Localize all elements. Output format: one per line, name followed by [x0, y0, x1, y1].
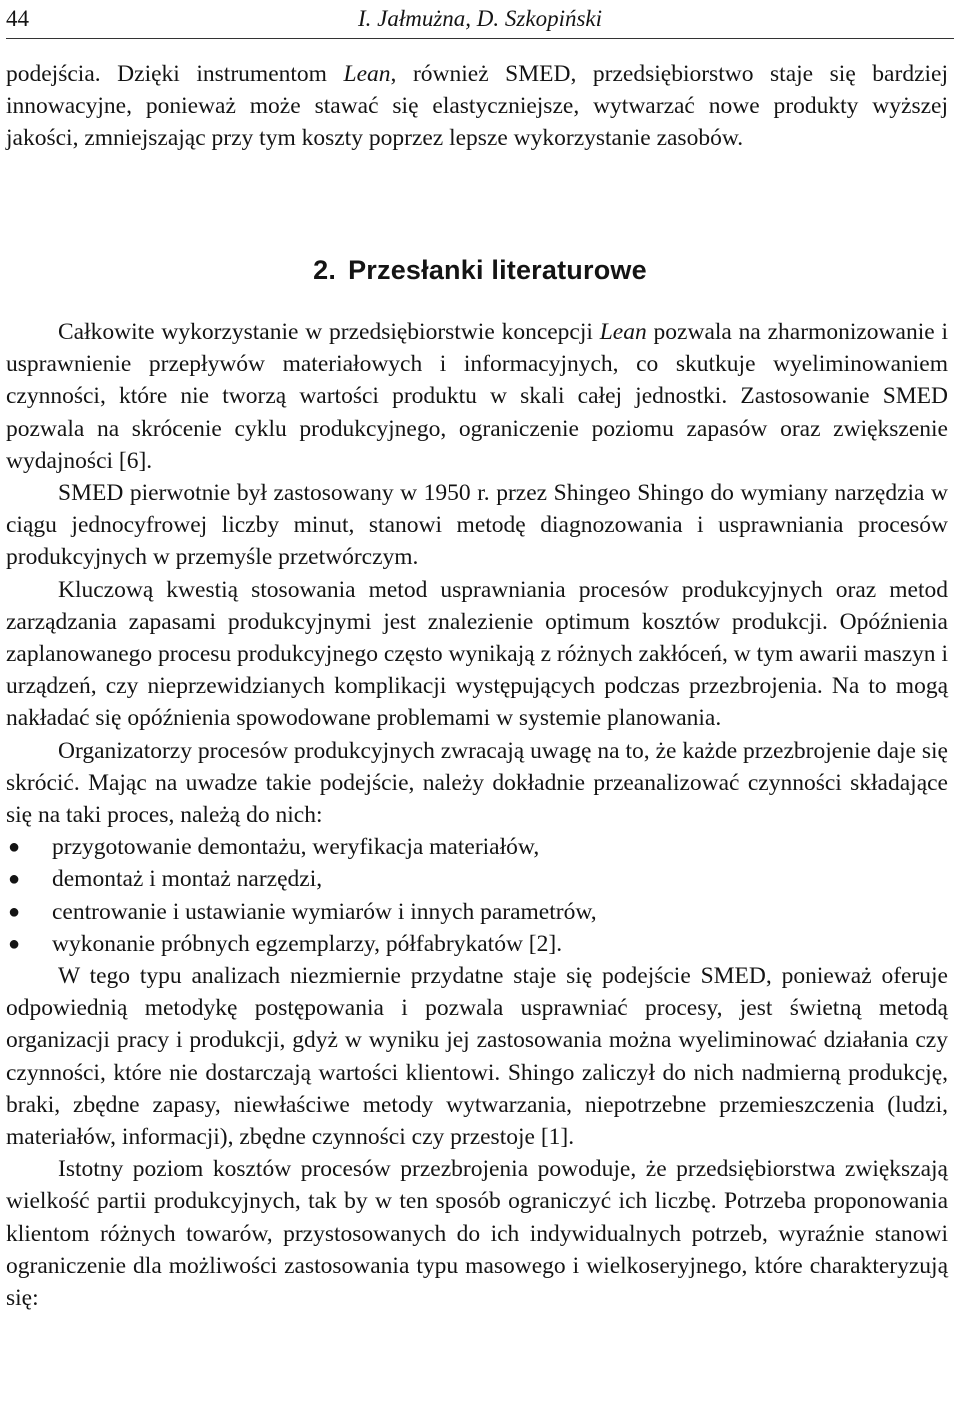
- paragraph-3: Kluczową kwestią stosowania metod usprawniania procesów produkcyjnych oraz metod zarządzania zapasami produkcyjnymi jest znalezienie optimum kosztów produkcji. Opóźnienia zaplanowanego procesu produkcyjnego często wynikają z różnych zakłóceń, w tym awarii maszyn i urządzeń, czy nieprzewidzianych komplikacji występujących podczas przezbrojenia. Na to mogą nakładać się opóźnienia spowodowane problemami w systemie planowania.: [6, 576, 948, 732]
- section-title: Przesłanki literaturowe: [348, 255, 647, 285]
- paragraph-4: Organizatorzy procesów produkcyjnych zwracają uwagę na to, że każde przezbrojenie daje się skrócić. Mając na uwadze takie podejście, należy dokładnie przeanalizować czynności składające się na taki proces, należą do nich:: [6, 737, 948, 829]
- list-item-text: demontaż i montaż narzędzi,: [52, 866, 323, 893]
- page-number: 44: [6, 6, 29, 31]
- intro-text-after: , również SMED, przedsiębiorstwo staje się bardziej innowacyjne, ponieważ może stawać się elastyczniejsze, wytwarzać nowe produkty wyższej jakości, zmniejszając przy tym koszty poprzez lepsze wykorzystanie zasobów.: [6, 61, 948, 152]
- paragraph-5: W tego typu analizach niezmiernie przydatne staje się podejście SMED, ponieważ oferuje odpowiednią metodykę postępowania i pozwala usprawniać procesy, jest świetną metodą organizacji pracy i produkcji, gdyż w wyniku jej zastosowania można wyeliminować działania czy czynności, które nie dostarczają wartości klientowi. Shingo zaliczył do nich nadmierną produkcję, braki, zbędne zapasy, niewłaściwe metody wytwarzania, niepotrzebne przemieszczenia (ludzi, materiałów, informacji), zbędne czynności czy przestoje [1].: [6, 963, 948, 1151]
- paragraph-1-after: pozwala na zharmonizowanie i usprawnienie przepływów materiałowych i informacyjnych, co skutkuje wyeliminowaniem czynności, które nie tworzą wartości produktu w skali całej jednostki. Zastosowanie SMED pozwala na skrócenie cyklu produkcyjnego, ograniczenie poziomu zapasów oraz zwiększenie wydajności [6].: [6, 319, 948, 474]
- paragraph-2: SMED pierwotnie był zastosowany w 1950 r. przez Shingeo Shingo do wymiany narzędzia w ciągu jednocyfrowej liczby minut, stanowi metodę diagnozowania i usprawniania procesów produkcyjnych w przemyśle przetwórczym.: [6, 480, 948, 571]
- paragraph-1-lean-term: Lean: [599, 319, 647, 345]
- list-item-text: wykonanie próbnych egzemplarzy, półfabrykatów [2].: [52, 930, 563, 957]
- bullet-icon: ●: [8, 900, 21, 923]
- list-item-text: centrowanie i ustawianie wymiarów i innych parametrów,: [52, 898, 597, 925]
- running-header: [6, 4, 954, 34]
- intro-text: [6, 58, 948, 155]
- list-item-text: przygotowanie demontażu, weryfikacja materiałów,: [52, 834, 540, 861]
- paragraph-1: [6, 316, 948, 477]
- main-body: [6, 316, 948, 1314]
- intro-text-before: podejścia. Dzięki instrumentom: [6, 61, 344, 87]
- list-item: [6, 928, 948, 960]
- bullet-icon: ●: [8, 932, 21, 955]
- paragraph-6: Istotny poziom kosztów procesów przezbrojenia powoduje, że przedsiębiorstwa zwiększają wielkość partii produkcyjnych, tak by w ten sposób ograniczyć ich liczbę. Potrzeba proponowania klientom różnych towarów, przystosowanych do ich indywidualnych potrzeb, wyraźnie stanowi ograniczenie dla możliwości zastosowania typu masowego i wielkoseryjnego, które charakteryzują się:: [6, 1156, 948, 1312]
- list-item: [6, 863, 948, 895]
- list-item: [6, 896, 948, 928]
- header-authors: I. Jałmużna, D. Szkopiński: [357, 6, 603, 31]
- paragraph-1-before: Całkowite wykorzystanie w przedsiębiorstwie koncepcji: [58, 319, 600, 345]
- bullet-icon: ●: [8, 836, 21, 859]
- section-number: 2.: [313, 255, 337, 285]
- section-heading: [0, 252, 960, 288]
- header-rule: [6, 38, 954, 39]
- intro-paragraph: [6, 58, 948, 155]
- intro-lean-term: Lean: [343, 61, 391, 87]
- bullet-icon: ●: [8, 868, 21, 891]
- bullet-list: [6, 831, 948, 960]
- list-item: [6, 831, 948, 863]
